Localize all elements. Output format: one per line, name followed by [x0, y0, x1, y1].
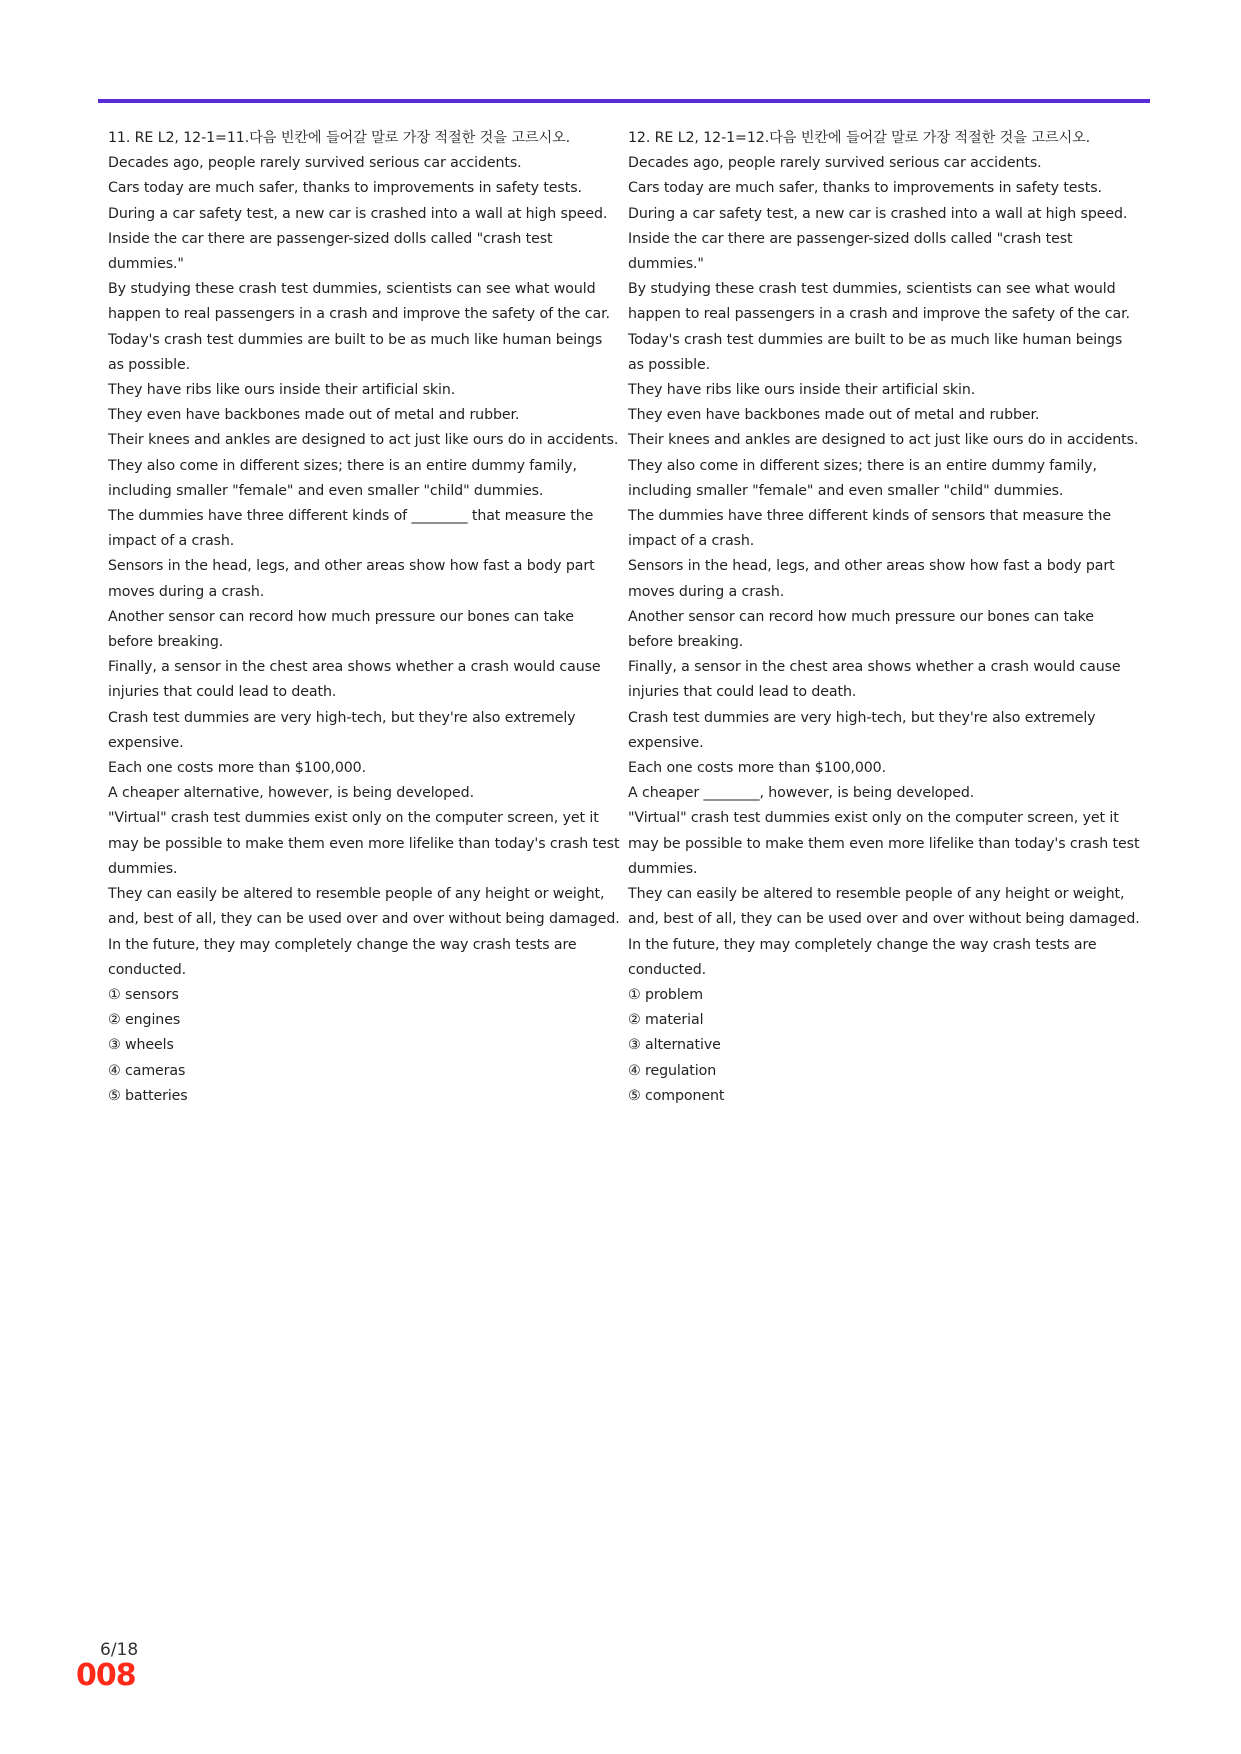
passage-line: They also come in different sizes; there is an entire dummy family, including smaller "female" and even smaller "child" dummies.: [108, 457, 577, 499]
passage-line: Inside the car there are passenger-sized dolls called "crash test dummies.": [108, 230, 553, 273]
passage-line: Sensors in the head, legs, and other areas show how fast a body part moves during a crash.: [628, 558, 1115, 600]
passage-line: They also come in different sizes; there is an entire dummy family, including smaller "female" and even smaller "child" dummies.: [628, 457, 1097, 499]
passage-line: Inside the car there are passenger-sized dolls called "crash test dummies.": [628, 230, 1073, 273]
page-number: 6/18: [100, 1640, 139, 1660]
passage-line: Cars today are much safer, thanks to improvements in safety tests.: [628, 180, 1102, 197]
answer-option-3[interactable]: ③ wheels: [108, 1037, 174, 1054]
passage-line: The dummies have three different kinds of sensors that measure the impact of a crash.: [628, 508, 1112, 550]
answer-option-4[interactable]: ④ regulation: [628, 1062, 717, 1079]
passage-line: Crash test dummies are very high-tech, but they're also extremely expensive.: [108, 709, 576, 751]
passage-line: In the future, they may completely change the way crash tests are conducted.: [628, 936, 1097, 978]
passage-line: Crash test dummies are very high-tech, but they're also extremely expensive.: [628, 709, 1096, 751]
top-divider-rule: [98, 99, 1150, 103]
passage-line-blank: A cheaper ________, however, is being developed.: [628, 785, 975, 802]
passage-line: By studying these crash test dummies, scientists can see what would happen to real passengers in a crash and improve the safety of the car.: [108, 281, 610, 323]
passage-line: A cheaper alternative, however, is being developed.: [108, 785, 474, 802]
passage-line-blank: The dummies have three different kinds of ________ that measure the impact of a crash.: [108, 508, 594, 550]
question-11-header: 11. RE L2, 12-1=11.다음 빈칸에 들어갈 말로 가장 적절한 것을 고르시오.: [108, 130, 571, 146]
passage-line: They even have backbones made out of metal and rubber.: [628, 407, 1040, 424]
answer-option-2[interactable]: ② material: [628, 1012, 704, 1029]
passage-line: "Virtual" crash test dummies exist only on the computer screen, yet it may be possible to make them even more lifelike than today's crash test dummies.: [108, 810, 620, 877]
passage-line: Each one costs more than $100,000.: [108, 760, 367, 777]
answer-option-1[interactable]: ① sensors: [108, 986, 179, 1003]
passage-line: Cars today are much safer, thanks to improvements in safety tests.: [108, 180, 582, 197]
question-11: [108, 126, 620, 1109]
answer-option-5[interactable]: ⑤ component: [628, 1087, 725, 1104]
passage-line: Finally, a sensor in the chest area shows whether a crash would cause injuries that could lead to death.: [108, 659, 601, 701]
passage-line: They have ribs like ours inside their artificial skin.: [108, 382, 456, 399]
answer-option-3[interactable]: ③ alternative: [628, 1037, 721, 1054]
question-11-options: [108, 983, 620, 1109]
passage-line: Today's crash test dummies are built to be as much like human beings as possible.: [108, 331, 603, 373]
answer-option-1[interactable]: ① problem: [628, 986, 704, 1003]
passage-line: Decades ago, people rarely survived serious car accidents.: [108, 155, 522, 172]
passage-line: Sensors in the head, legs, and other areas show how fast a body part moves during a crash.: [108, 558, 595, 600]
document-code: 008: [76, 1658, 136, 1693]
passage-line: "Virtual" crash test dummies exist only on the computer screen, yet it may be possible to make them even more lifelike than today's crash test dummies.: [628, 810, 1140, 877]
passage-line: Their knees and ankles are designed to act just like ours do in accidents.: [108, 432, 619, 449]
answer-option-4[interactable]: ④ cameras: [108, 1062, 186, 1079]
passage-line: Decades ago, people rarely survived serious car accidents.: [628, 155, 1042, 172]
passage-line: They even have backbones made out of metal and rubber.: [108, 407, 520, 424]
passage-line: Their knees and ankles are designed to act just like ours do in accidents.: [628, 432, 1139, 449]
passage-line: Another sensor can record how much pressure our bones can take before breaking.: [108, 608, 574, 651]
passage-line: By studying these crash test dummies, scientists can see what would happen to real passengers in a crash and improve the safety of the car.: [628, 281, 1130, 323]
answer-option-5[interactable]: ⑤ batteries: [108, 1087, 188, 1104]
passage-line: Each one costs more than $100,000.: [628, 760, 887, 777]
passage-line: Another sensor can record how much pressure our bones can take before breaking.: [628, 608, 1094, 651]
passage-line: They can easily be altered to resemble people of any height or weight, and, best of all, they can be used over and over without being damaged.: [628, 886, 1140, 928]
passage-line: They have ribs like ours inside their artificial skin.: [628, 382, 976, 399]
question-12-header: 12. RE L2, 12-1=12.다음 빈칸에 들어갈 말로 가장 적절한 것을 고르시오.: [628, 130, 1091, 146]
passage-line: They can easily be altered to resemble people of any height or weight, and, best of all, they can be used over and over without being damaged.: [108, 886, 620, 928]
question-12: [628, 126, 1140, 1109]
passage-line: During a car safety test, a new car is crashed into a wall at high speed.: [628, 205, 1128, 222]
passage-line: In the future, they may completely change the way crash tests are conducted.: [108, 936, 577, 978]
passage-line: Finally, a sensor in the chest area shows whether a crash would cause injuries that could lead to death.: [628, 659, 1121, 701]
answer-option-2[interactable]: ② engines: [108, 1012, 181, 1029]
passage-line: Today's crash test dummies are built to be as much like human beings as possible.: [628, 331, 1123, 373]
question-12-options: [628, 983, 1140, 1109]
passage-line: During a car safety test, a new car is crashed into a wall at high speed.: [108, 205, 608, 222]
